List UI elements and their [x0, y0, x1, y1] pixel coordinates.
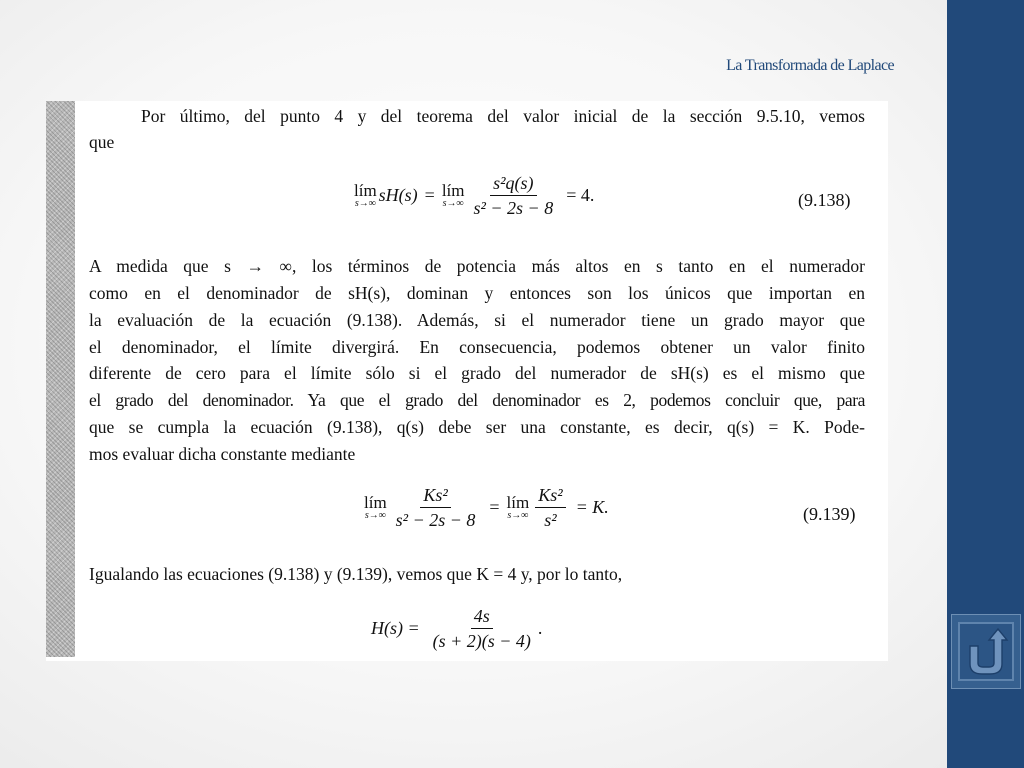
p2-line-4: el denominador, el límite divergirá. En consecuencia, podemos obtener un valor finito [89, 337, 865, 357]
eq1-lhs: sH(s) [378, 185, 418, 205]
lim-sub-3: s→∞ [364, 510, 386, 521]
eq2-denominator-2: s² [544, 510, 557, 530]
p1-line-1: Por último, del punto 4 y del teorema del valor inicial de la sección 9.5.10, vemos [141, 106, 865, 126]
return-arrow-icon [960, 624, 1012, 679]
eq1-denominator: s² − 2s − 8 [473, 198, 554, 218]
p3-line-1: Igualando las ecuaciones (9.138) y (9.139), vemos que K = 4 y, por lo tanto, [89, 564, 623, 584]
eq2-equals: = [489, 497, 500, 517]
eq3-numerator: 4s [471, 606, 493, 629]
p2-line-2: como en el denominador de sH(s), dominan y entonces son los únicos que importan en [89, 283, 865, 303]
eq1-result: = 4. [566, 185, 595, 205]
eq2-denominator-1: s² − 2s − 8 [395, 510, 476, 530]
scan-edge-noise [46, 101, 75, 657]
eq1-number: (9.138) [798, 190, 851, 210]
limit-operator-2 [442, 182, 465, 209]
eq3-denominator: (s + 2)(s − 4) [432, 631, 531, 651]
slide-title: La Transformada de Laplace [726, 57, 894, 74]
eq1-numerator: s²q(s) [490, 173, 536, 196]
p2-line-6: el grado del denominador. Ya que el grado del denominador es 2, podemos concluir que, para [89, 390, 865, 410]
eq2-fraction-2 [535, 485, 565, 530]
lim-word-2: lím [441, 181, 465, 200]
p2-line-1: A medida que s → ∞, los términos de potencia más altos en s tanto en el numerador [89, 256, 865, 276]
eq3-fraction [430, 606, 534, 651]
lim-sub-4: s→∞ [507, 510, 529, 521]
eq1-fraction [471, 173, 557, 218]
eq3-lhs: H(s) = [371, 618, 420, 638]
equation-9-139 [364, 485, 609, 530]
eq1-equals: = [424, 185, 435, 205]
lim-sub-2: s→∞ [442, 198, 464, 209]
p2-line-8: mos evaluar dicha constante mediante [89, 444, 356, 464]
eq2-numerator-2: Ks² [535, 485, 565, 508]
lim-word-3: lím [364, 493, 387, 512]
eq2-numerator-1: Ks² [420, 485, 450, 508]
lim-word-4: lím [506, 493, 530, 512]
lim-word: lím [354, 181, 377, 200]
p2-line-5: diferente de cero para el límite sólo si el grado del numerador de sH(s) es el mismo que [89, 363, 865, 383]
scanned-page [46, 101, 888, 661]
equation-9-138 [354, 173, 594, 218]
lim-sub: s→∞ [354, 198, 376, 209]
equation-h-of-s [371, 606, 542, 651]
eq2-fraction-1 [393, 485, 479, 530]
eq2-result: = K. [575, 497, 609, 517]
limit-operator [354, 182, 377, 209]
limit-operator-4 [507, 494, 530, 521]
p1-line-2: que [89, 132, 115, 152]
return-button-frame [958, 622, 1014, 681]
return-button[interactable] [951, 614, 1021, 689]
p2-line-3: la evaluación de la ecuación (9.138). Además, si el numerador tiene un grado mayor que [89, 310, 865, 330]
p2-line-7: que se cumpla la ecuación (9.138), q(s) debe ser una constante, es decir, q(s) = K. Pode- [89, 417, 865, 437]
limit-operator-3 [364, 494, 387, 521]
eq3-tail: . [537, 618, 543, 638]
eq2-number: (9.139) [803, 504, 856, 524]
